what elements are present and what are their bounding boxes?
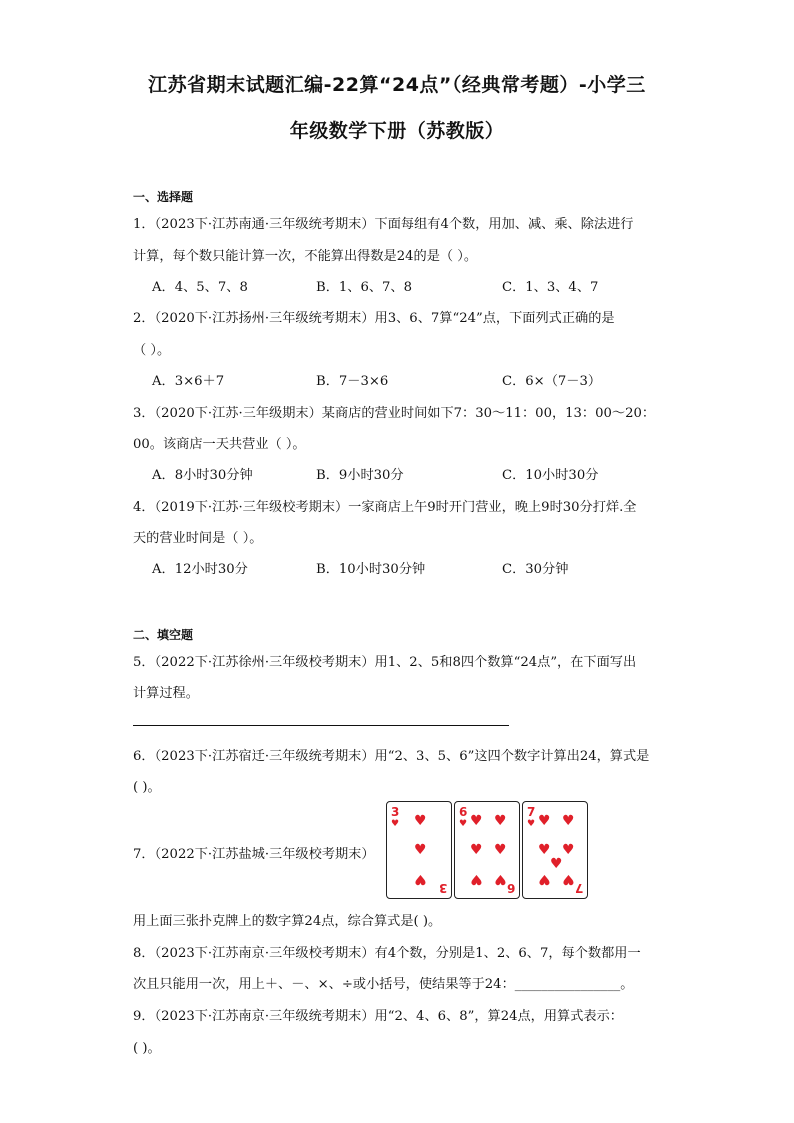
q7-text: 用上面三张扑克牌上的数字算24点，综合算式是( )。: [133, 914, 442, 929]
q1-text: 计算，每个数只能计算一次，不能算出得数是24的是（ ）。: [133, 249, 478, 264]
q8-text: 8．（2023下·江苏南京·三年级校考期末）有4个数，分别是1、2、6、7，每个数都用一: [133, 946, 641, 961]
q2-text: （ ）。: [133, 343, 171, 358]
heart-icon: ♥: [414, 871, 427, 887]
q1-option-b: B．1、6、7、8: [316, 280, 413, 295]
heart-icon: ♥: [538, 871, 551, 887]
q4-option-a: A．12小时30分: [152, 562, 248, 577]
playing-card-7-hearts: [522, 801, 588, 899]
heart-icon: ♥: [562, 842, 575, 858]
q3-option-c: C．10小时30分: [502, 468, 599, 483]
section-heading-choice: 一、选择题: [133, 190, 194, 204]
heart-icon: ♥: [470, 871, 483, 887]
section-heading-fill: 二、填空题: [133, 628, 194, 642]
q2-option-b: B．7－3×6: [316, 374, 389, 389]
q9-text: 9．（2023下·江苏南京·三年级统考期末）用“2、4、6、8”，算24点，用算式表示：: [133, 1009, 623, 1024]
q1-option-a: A．4、5、7、8: [152, 280, 248, 295]
q4-text: 天的营业时间是（ ）。: [133, 531, 263, 546]
heart-icon: ♥: [414, 813, 427, 829]
playing-cards: [386, 801, 586, 899]
q5-text: 计算过程。: [133, 686, 199, 701]
heart-icon: ♥: [562, 871, 575, 887]
page-title-line2: 年级数学下册（苏教版）: [289, 120, 505, 142]
q4-option-c: C．30分钟: [502, 562, 569, 577]
q3-text: 00。该商店一天共营业（ ）。: [133, 437, 306, 452]
q7-text: 7．（2022下·江苏盐城·三年级校考期末）: [133, 847, 375, 862]
playing-card-6-hearts: [454, 801, 520, 899]
heart-icon: ♥: [550, 856, 563, 872]
heart-icon: ♥: [414, 842, 427, 858]
card-rank: 6: [506, 881, 515, 895]
card-rank: 3: [391, 805, 400, 819]
card-rank: 3: [438, 881, 447, 895]
card-rank: 7: [574, 881, 583, 895]
heart-icon: ♥: [494, 842, 507, 858]
playing-card-3-hearts: [386, 801, 452, 899]
page-title-line1: 江苏省期末试题汇编-22算“24点”（经典常考题）-小学三: [148, 74, 646, 96]
card-rank: 7: [527, 805, 536, 819]
q6-text: 6．（2023下·江苏宿迁·三年级统考期末）用“2、3、5、6”这四个数字计算出24，算式是: [133, 749, 650, 764]
heart-icon: ♥: [494, 871, 507, 887]
q1-option-c: C．1、3、4、7: [502, 280, 599, 295]
q5-text: 5．（2022下·江苏徐州·三年级校考期末）用1、2、5和8四个数算“24点”，在下面写出: [133, 655, 637, 670]
q2-option-a: A．3×6＋7: [152, 374, 225, 389]
q3-text: 3．（2020下·江苏·三年级期末）某商店的营业时间如下7：30～11：00，13：00～20：: [133, 406, 656, 421]
heart-icon: ♥: [459, 819, 468, 829]
heart-icon: ♥: [538, 842, 551, 858]
q2-text: 2．（2020下·江苏扬州·三年级统考期末）用3、6、7算“24”点，下面列式正确的是: [133, 311, 615, 326]
heart-icon: ♥: [562, 813, 575, 829]
q9-text: ( )。: [133, 1041, 161, 1056]
heart-icon: ♥: [527, 819, 536, 829]
heart-icon: ♥: [494, 813, 507, 829]
heart-icon: ♥: [538, 813, 551, 829]
q8-text: 次且只能用一次，用上＋、－、×、÷或小括号，使结果等于24：________________。: [133, 977, 634, 992]
heart-icon: ♥: [470, 842, 483, 858]
q4-option-b: B．10小时30分钟: [316, 562, 426, 577]
q5-answer-line[interactable]: [133, 725, 509, 726]
q1-text: 1．（2023下·江苏南通·三年级统考期末）下面每组有4个数，用加、减、乘、除法进行: [133, 217, 634, 232]
q2-option-c: C．6×（7－3）: [502, 374, 602, 389]
card-rank: 6: [459, 805, 468, 819]
q3-option-b: B．9小时30分: [316, 468, 404, 483]
heart-icon: ♥: [391, 819, 400, 829]
q6-text: ( )。: [133, 780, 161, 795]
heart-icon: ♥: [470, 813, 483, 829]
q3-option-a: A．8小时30分钟: [152, 468, 253, 483]
q4-text: 4．（2019下·江苏·三年级校考期末）一家商店上午9时开门营业，晚上9时30分打烊.全: [133, 500, 637, 515]
